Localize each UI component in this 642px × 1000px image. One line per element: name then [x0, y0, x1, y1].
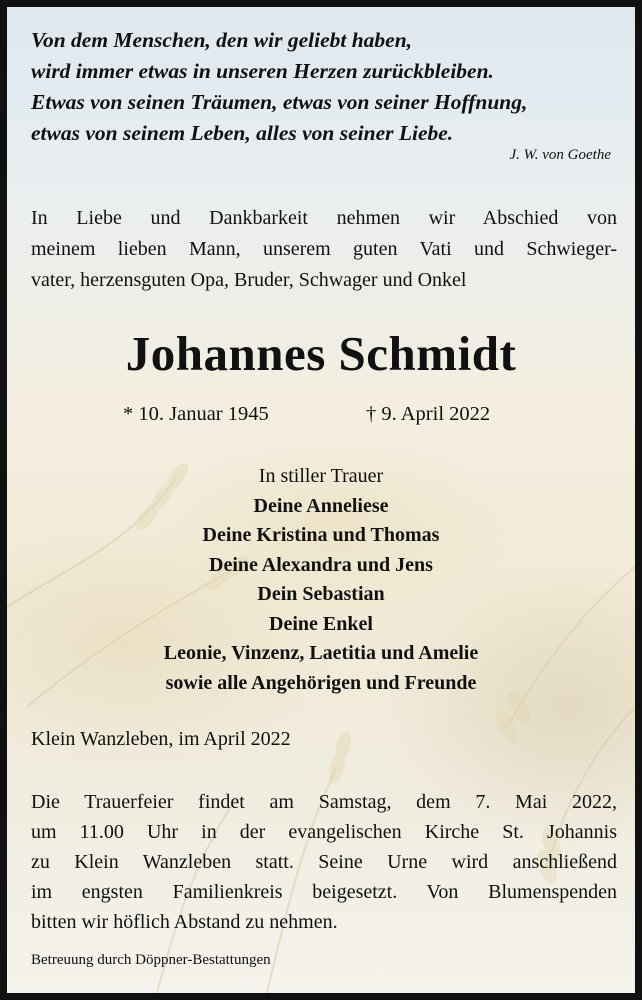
service-line: um 11.00 Uhr in der evangelischen Kirche St. Johannis — [31, 821, 617, 843]
mourner-name: Deine Alexandra und Jens — [209, 553, 433, 576]
mourner-name: Dein Sebastian — [257, 583, 385, 605]
mourner-name: sowie alle Angehörigen und Freunde — [165, 671, 477, 694]
birth-date: * 10. Januar 1945 — [123, 403, 269, 425]
intro-line: vater, herzensguten Opa, Bruder, Schwager und Onkel — [31, 269, 467, 291]
mourner-name: Deine Anneliese — [253, 494, 389, 517]
service-line: Die Trauerfeier findet am Samstag, dem 7. Mai 2022, — [31, 791, 617, 813]
quote-author: J. W. von Goethe — [509, 147, 611, 163]
mourner-name: Deine Kristina und Thomas — [202, 524, 440, 546]
mourner-name: Leonie, Vinzenz, Laetitia und Amelie — [163, 642, 479, 664]
intro-line: In Liebe und Dankbarkeit nehmen wir Abschied von — [31, 207, 617, 229]
mourners-list — [7, 462, 635, 698]
mourners-heading: In stiller Trauer — [258, 465, 384, 487]
quote-line: Etwas von seinen Träumen, etwas von seiner Hoffnung, — [31, 90, 528, 114]
service-line: zu Klein Wanzleben statt. Seine Urne wird anschließend — [31, 851, 617, 873]
goethe-quote — [31, 25, 621, 149]
quote-line: etwas von seinem Leben, alles von seiner Liebe. — [31, 121, 454, 145]
quote-line: wird immer etwas in unseren Herzen zurückbleiben. — [31, 59, 494, 83]
funeral-home-credit: Betreuung durch Döppner-Bestattungen — [31, 952, 271, 968]
mourner-name: Deine Enkel — [269, 612, 373, 635]
service-line: bitten wir höflich Abstand zu nehmen. — [31, 911, 338, 933]
intro-line: meinem lieben Mann, unserem guten Vati und Schwieger- — [31, 238, 617, 260]
service-line: im engsten Familienkreis beigesetzt. Von Blumenspenden — [31, 881, 617, 903]
death-date: † 9. April 2022 — [366, 403, 491, 425]
place-and-date: Klein Wanzleben, im April 2022 — [31, 728, 291, 750]
service-details — [31, 787, 617, 937]
deceased-name: Johannes Schmidt — [125, 326, 517, 381]
quote-line: Von dem Menschen, den wir geliebt haben, — [31, 28, 413, 52]
farewell-intro — [31, 203, 617, 296]
